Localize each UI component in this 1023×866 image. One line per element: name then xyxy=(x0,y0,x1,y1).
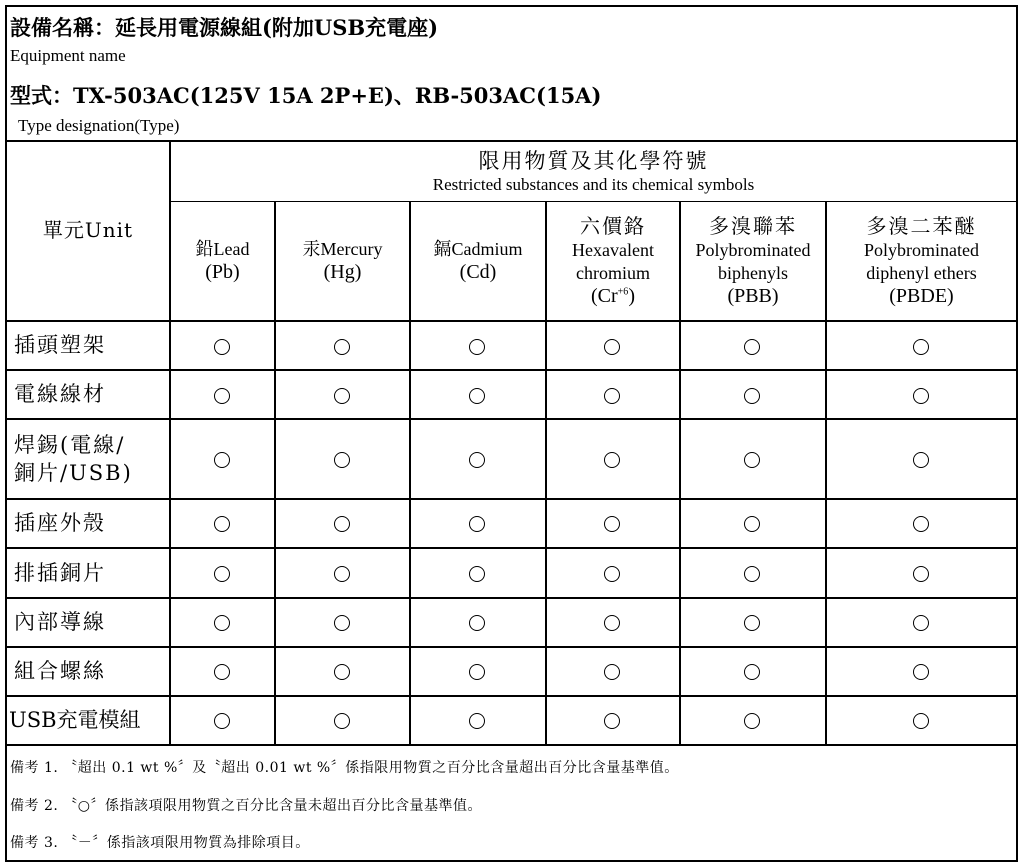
compliance-mark xyxy=(744,516,760,532)
compliance-mark xyxy=(334,388,350,404)
row-label-solder-line2: 銅片/USB) xyxy=(14,461,133,485)
col-header-chromium-zh: 六價鉻 xyxy=(580,214,646,238)
compliance-mark xyxy=(744,452,760,468)
compliance-mark xyxy=(604,566,620,582)
compliance-mark xyxy=(469,452,485,468)
compliance-mark xyxy=(744,339,760,355)
compliance-mark xyxy=(913,339,929,355)
compliance-mark xyxy=(744,713,760,729)
compliance-mark xyxy=(744,388,760,404)
row-label-solder xyxy=(14,420,133,498)
col-header-pbb xyxy=(681,203,825,320)
equipment-name-zh: 設備名稱：延長用電源線組(附加USB充電座) xyxy=(10,15,439,40)
row-line xyxy=(5,646,1018,648)
row-line xyxy=(5,547,1018,549)
compliance-mark xyxy=(334,615,350,631)
col-header-mercury-symbol: (Hg) xyxy=(323,261,362,284)
row-label-socket-shell: 插座外殼 xyxy=(14,511,106,536)
compliance-mark xyxy=(214,713,230,729)
col-header-mercury xyxy=(276,203,409,320)
col-header-pbb-en1: Polybrominated xyxy=(695,240,811,260)
col-header-lead-symbol: (Pb) xyxy=(205,261,240,284)
compliance-mark xyxy=(334,339,350,355)
row-line xyxy=(5,695,1018,697)
col-header-pbde-en2: diphenyl ethers xyxy=(866,262,977,283)
col-header-pbb-en2: biphenyls xyxy=(718,262,788,283)
row-label-strip-copper: 排插銅片 xyxy=(14,560,106,585)
col-header-chromium xyxy=(547,203,679,320)
row-line xyxy=(5,369,1018,371)
compliance-mark xyxy=(913,452,929,468)
col-header-pbde-zh: 多溴二苯醚 xyxy=(866,214,977,238)
compliance-mark xyxy=(334,516,350,532)
compliance-mark xyxy=(214,452,230,468)
col-header-cadmium xyxy=(411,203,545,320)
col-header-pbde-en1: Polybrominated xyxy=(864,240,979,260)
compliance-mark xyxy=(334,452,350,468)
col-header-lead-name: 鉛Lead xyxy=(195,238,250,259)
col-header-pbb-symbol: (PBB) xyxy=(727,285,779,307)
unit-header: 單元Unit xyxy=(42,218,134,242)
row-label-wire-material: 電線線材 xyxy=(14,382,106,407)
compliance-mark xyxy=(604,339,620,355)
col-header-mercury-name: 汞Mercury xyxy=(302,238,383,259)
row-line xyxy=(5,498,1018,500)
restricted-header-line xyxy=(170,201,1018,202)
compliance-mark xyxy=(604,713,620,729)
compliance-mark xyxy=(469,516,485,532)
compliance-mark xyxy=(604,615,620,631)
compliance-mark xyxy=(744,615,760,631)
table-bottom-line xyxy=(5,744,1018,746)
restricted-substances-header xyxy=(171,142,1016,201)
row-label-solder-line1: 焊錫(電線/ xyxy=(14,432,126,457)
compliance-mark xyxy=(913,713,929,729)
note-3: 備考 3. 〝－〞係指該項限用物質為排除項目。 xyxy=(10,835,310,851)
type-designation-en: Type designation(Type) xyxy=(18,116,180,135)
equipment-name-en: Equipment name xyxy=(10,46,126,65)
compliance-mark xyxy=(913,516,929,532)
row-label-screws: 組合螺絲 xyxy=(14,659,106,684)
col-header-cadmium-name: 鎘Cadmium xyxy=(433,238,523,259)
row-label-plug-holder: 插頭塑架 xyxy=(14,333,106,358)
type-designation-zh: 型式：TX-503AC(125V 15A 2P+E)、RB-503AC(15A) xyxy=(10,83,602,108)
col-header-pbde-symbol: (PBDE) xyxy=(889,285,954,307)
compliance-mark xyxy=(469,615,485,631)
compliance-mark xyxy=(469,339,485,355)
compliance-mark xyxy=(214,516,230,532)
compliance-mark xyxy=(214,566,230,582)
compliance-mark xyxy=(469,566,485,582)
compliance-mark xyxy=(604,664,620,680)
col-header-cadmium-symbol: (Cd) xyxy=(459,261,497,284)
compliance-mark xyxy=(214,339,230,355)
compliance-mark xyxy=(744,566,760,582)
compliance-mark xyxy=(913,566,929,582)
restricted-zh: 限用物質及其化學符號 xyxy=(478,148,709,173)
compliance-mark xyxy=(334,566,350,582)
note-2: 備考 2. 〝○〞係指該項限用物質之百分比含量未超出百分比含量基準值。 xyxy=(10,798,482,814)
col-header-chromium-symbol: $(Cr^{+6})$ xyxy=(591,285,635,307)
compliance-mark xyxy=(913,615,929,631)
restricted-en: Restricted substances and its chemical symbols xyxy=(432,175,755,194)
compliance-mark xyxy=(744,664,760,680)
compliance-mark xyxy=(469,713,485,729)
compliance-mark xyxy=(334,664,350,680)
compliance-mark xyxy=(214,615,230,631)
row-label-usb-module: USB充電模組 xyxy=(9,708,141,733)
compliance-mark xyxy=(214,664,230,680)
compliance-mark xyxy=(469,388,485,404)
row-line xyxy=(5,320,1018,322)
row-line xyxy=(5,597,1018,599)
compliance-mark xyxy=(913,664,929,680)
compliance-mark xyxy=(214,388,230,404)
compliance-mark xyxy=(334,713,350,729)
col-header-chromium-en1: Hexavalent xyxy=(572,240,654,260)
compliance-mark xyxy=(469,664,485,680)
compliance-mark xyxy=(913,388,929,404)
row-line xyxy=(5,418,1018,420)
compliance-mark xyxy=(604,516,620,532)
note-1: 備考 1. 〝超出 0.1 wt %〞及〝超出 0.01 wt %〞係指限用物質之百分比含量超出百分比含量基準值。 xyxy=(10,760,679,776)
col-header-pbb-zh: 多溴聯苯 xyxy=(709,214,797,238)
col-header-chromium-en2: chromium xyxy=(576,262,650,283)
compliance-mark xyxy=(604,388,620,404)
compliance-mark xyxy=(604,452,620,468)
col-header-lead xyxy=(171,203,274,320)
row-label-internal-wire: 內部導線 xyxy=(14,610,106,635)
col-header-pbde xyxy=(827,203,1016,320)
